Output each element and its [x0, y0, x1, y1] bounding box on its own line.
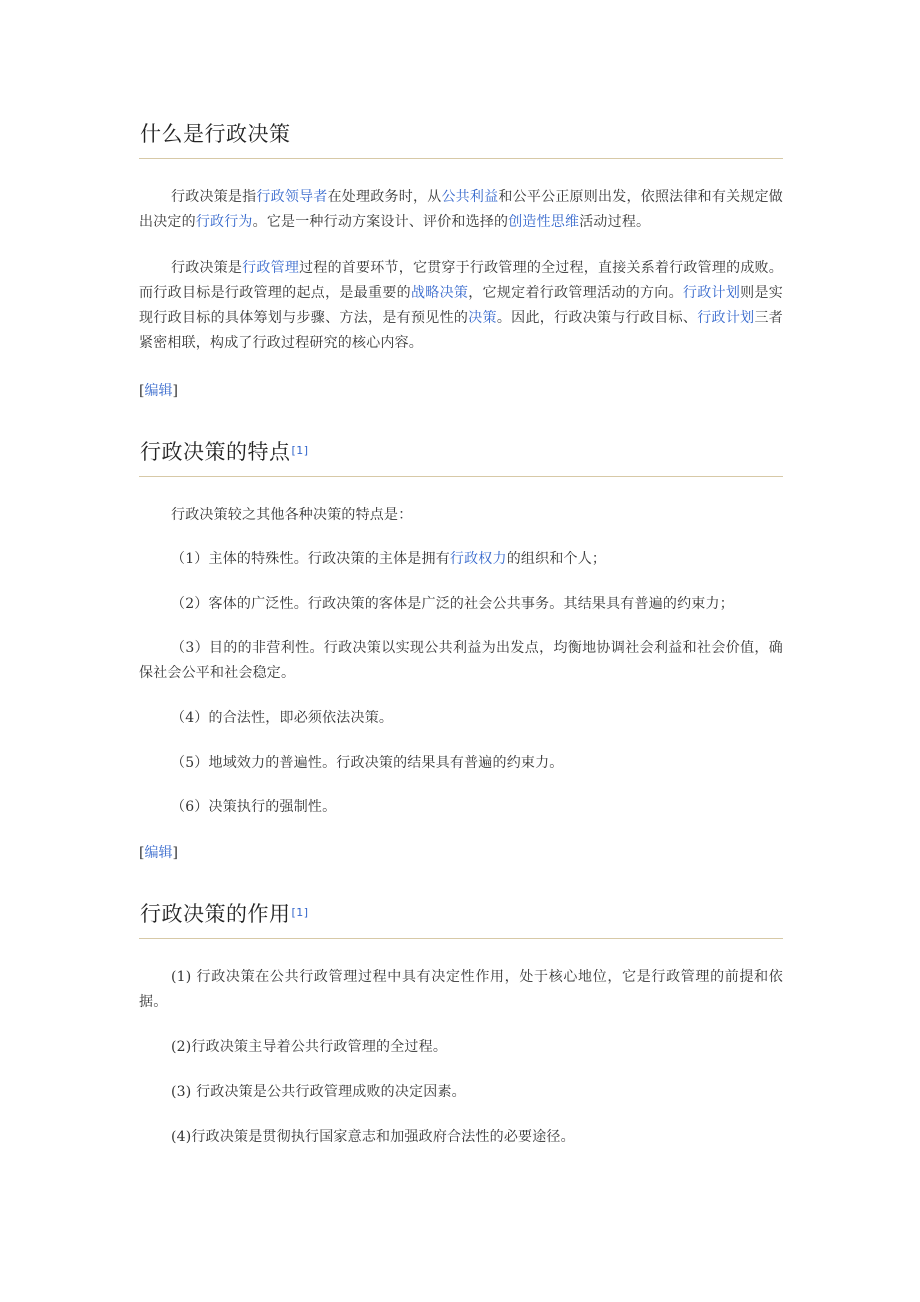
- text-run: 三者紧密相联，构成了行政过程研究的核心内容。: [139, 310, 783, 351]
- section-characteristics: [139, 438, 783, 477]
- text-run: （2）客体的广泛性。行政决策的客体是广泛的社会公共事务。其结果具有普遍的约束力；: [171, 596, 734, 612]
- text-run: 行政决策较之其他各种决策的特点是：: [171, 507, 413, 523]
- text-run: （3）目的的非营利性。行政决策以实现公共利益为出发点，均衡地协调社会利益和社会价值，确保社会公平和社会稳定。: [139, 640, 783, 681]
- list-item: [139, 965, 783, 1015]
- inline-link[interactable]: 公共利益: [441, 189, 499, 205]
- edit-link-wrapper: [编辑]: [139, 845, 178, 861]
- list-item: [139, 1035, 783, 1060]
- inline-link[interactable]: 行政计划: [697, 310, 755, 326]
- paragraph: [139, 185, 783, 235]
- list-item: [139, 1125, 783, 1150]
- inline-link[interactable]: 战略决策: [410, 285, 469, 301]
- section-functions: [139, 900, 783, 939]
- text-run: 。它是一种行动方案设计、评价和选择的: [252, 214, 509, 230]
- inline-link[interactable]: 行政行为: [195, 214, 253, 230]
- text-run: （6）决策执行的强制性。: [171, 799, 337, 815]
- edit-link-wrapper: [编辑]: [139, 383, 178, 399]
- text-run: 。因此，行政决策与行政目标、: [496, 310, 698, 326]
- text-run: 的组织和个人；: [506, 551, 607, 567]
- text-run: （5）地域效力的普遍性。行政决策的结果具有普遍的约束力。: [171, 755, 564, 771]
- list-item: [139, 1080, 783, 1105]
- text-run: 活动过程。: [579, 214, 651, 230]
- text-run: 则是实现行政目标的具体筹划与步骤、方法，是有预见性的: [139, 285, 783, 326]
- inline-link[interactable]: 创造性思维: [508, 214, 580, 230]
- section-title: [139, 438, 783, 477]
- inline-link[interactable]: 行政管理: [242, 260, 300, 276]
- paragraph: [139, 256, 783, 356]
- section-title-text: 行政决策的作用: [140, 902, 291, 926]
- edit-link[interactable]: 编辑: [144, 383, 173, 399]
- list-item: [139, 592, 783, 617]
- text-run: 行政决策是: [171, 260, 243, 276]
- section-title: [139, 900, 783, 939]
- text-run: 和公平公正原则出发，依照法律和有关规定做出决定的: [139, 189, 784, 230]
- list-item: [139, 547, 783, 572]
- section-title-text: 什么是行政决策: [140, 122, 291, 146]
- text-run: 在处理政务时，从: [327, 189, 442, 205]
- inline-link[interactable]: 行政计划: [682, 285, 741, 301]
- text-run: (4)行政决策是贯彻执行国家意志和加强政府合法性的必要途径。: [171, 1129, 575, 1145]
- inline-link[interactable]: 决策: [468, 310, 497, 326]
- text-run: 过程的首要环节，它贯穿于行政管理的全过程，直接关系着行政管理的成败。而行政目标是行政管理的起点，是最重要的: [139, 260, 783, 301]
- list-item: [139, 636, 783, 686]
- list-item: [139, 706, 783, 731]
- section-title: [139, 120, 783, 159]
- inline-link[interactable]: 行政权力: [449, 551, 507, 567]
- edit-link[interactable]: 编辑: [144, 845, 173, 861]
- text-run: （4）的合法性，即必须依法决策。: [171, 710, 394, 726]
- text-run: (1) 行政决策在公共行政管理过程中具有决定性作用，处于核心地位，它是行政管理的前提和依据。: [139, 969, 783, 1010]
- text-run: 行政决策是指: [171, 189, 257, 205]
- text-run: （1）主体的特殊性。行政决策的主体是拥有: [171, 551, 450, 567]
- section-title-text: 行政决策的特点: [140, 440, 291, 464]
- text-run: (2)行政决策主导着公共行政管理的全过程。: [171, 1039, 448, 1055]
- reference-link[interactable]: [1]: [291, 444, 309, 457]
- list-item: [139, 795, 783, 820]
- reference-link[interactable]: [1]: [291, 906, 309, 919]
- paragraph: [139, 503, 783, 528]
- text-run: (3) 行政决策是公共行政管理成败的决定因素。: [171, 1084, 466, 1100]
- list-item: [139, 751, 783, 776]
- inline-link[interactable]: 行政领导者: [256, 189, 328, 205]
- text-run: ，它规定着行政管理活动的方向。: [468, 285, 683, 301]
- section-what-is: [139, 120, 783, 159]
